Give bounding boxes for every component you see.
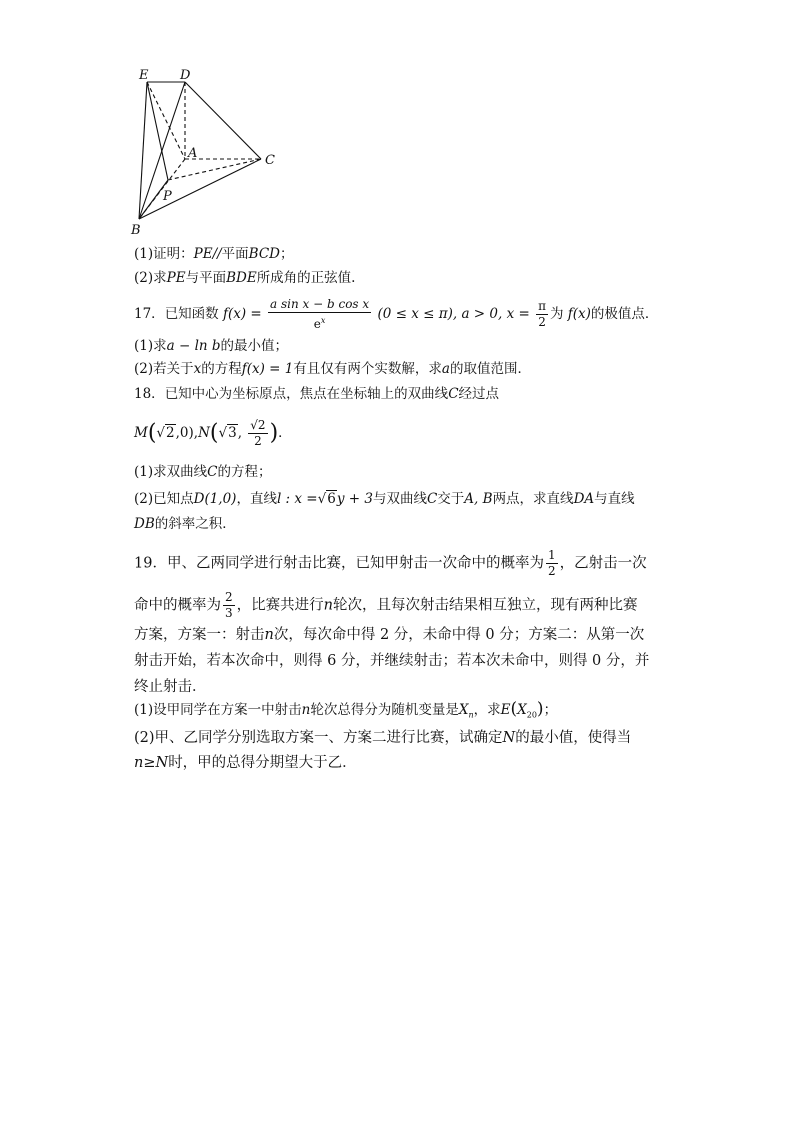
label-P: P — [163, 189, 172, 204]
q18-points: M(√2,0),N(√3, $\frac{√2}{2}$ )． — [134, 418, 292, 448]
q18-stem: 18．已知中心为坐标原点，焦点在坐标轴上的双曲线C经过点 — [134, 386, 500, 402]
q16-part2: (2)求PE与平面BDE所成角的正弦值. — [134, 270, 356, 286]
q19-line5: 终止射击． — [134, 679, 207, 695]
q17-fraction: $\frac{\text{a sin x − b cos x}}{e^x}$ — [270, 297, 370, 331]
q19-prob-jia: $\frac{1}{2}$ — [547, 548, 556, 578]
label-E: E — [139, 68, 149, 83]
q19-line2: 命中的概率为 $\frac{2}{3}$ ，比赛共进行n轮次，且每次射击结果相互独立，现有两种比赛 — [134, 590, 638, 620]
label-C: C — [265, 153, 275, 168]
q17-part1: (1)求a − ln b的最小值； — [134, 338, 289, 354]
q19-prob-yi: $\frac{2}{3}$ — [225, 590, 233, 620]
q19-part1: (1)设甲同学在方案一中射击n轮次总得分为随机变量是$X_n$，求$E(X_{20})$； — [134, 699, 558, 720]
edge-BC — [139, 159, 261, 219]
q19-part2-line1: (2)甲、乙同学分别选取方案一、方案二进行比赛，试确定N的最小值，使得当 — [134, 730, 632, 746]
q17-part2: (2)若关于x的方程f(x) = 1有且仅有两个实数解，求a的取值范围． — [134, 361, 531, 377]
q19-line4: 射击开始，若本次命中，则得 6 分，并继续射击；若本次未命中，则得 0 分，并 — [134, 653, 650, 669]
q16-part1: (1)证明：PE//平面BCD； — [134, 246, 294, 262]
q19-line1: 19．甲、乙两同学进行射击比赛，已知甲射击一次命中的概率为 $\frac{1}{2}$ ，乙射击一次 — [134, 548, 647, 578]
label-B: B — [131, 223, 141, 238]
q18-part1: (1)求双曲线C的方程； — [134, 464, 272, 480]
label-A: A — [188, 146, 198, 161]
q18-N-fraction: $\frac{√2}{2}$ — [250, 418, 266, 448]
pyramid-figure — [125, 62, 285, 240]
q18-part2-line2: DB的斜率之积． — [134, 516, 236, 532]
edge-EA — [147, 82, 185, 159]
q17-pi-fraction: $\frac{\pi}{2}$ — [538, 299, 546, 329]
q17-stem: 17．已知函数 f(x) = $\frac{\text{a sin x − b cos x}}{e^x}$ (0 ≤ x ≤ π), a > 0, x = $\frac{\pi}{2}$ 为 f(x)的极值点． — [134, 297, 659, 331]
q19-part2-line2: n≥N时，甲的总得分期望大于乙． — [134, 755, 357, 771]
q19-line3: 方案，方案一：射击n次，每次命中得 2 分，未命中得 0 分；方案二：从第一次 — [134, 627, 645, 643]
edge-PC — [168, 159, 261, 180]
q18-part2-line1: (2)已知点D(1,0)，直线l : x =√6y + 3与双曲线C交于A, B两点，求直线DA与直线 — [134, 491, 635, 507]
edge-AB — [139, 159, 185, 219]
label-D: D — [180, 68, 191, 83]
